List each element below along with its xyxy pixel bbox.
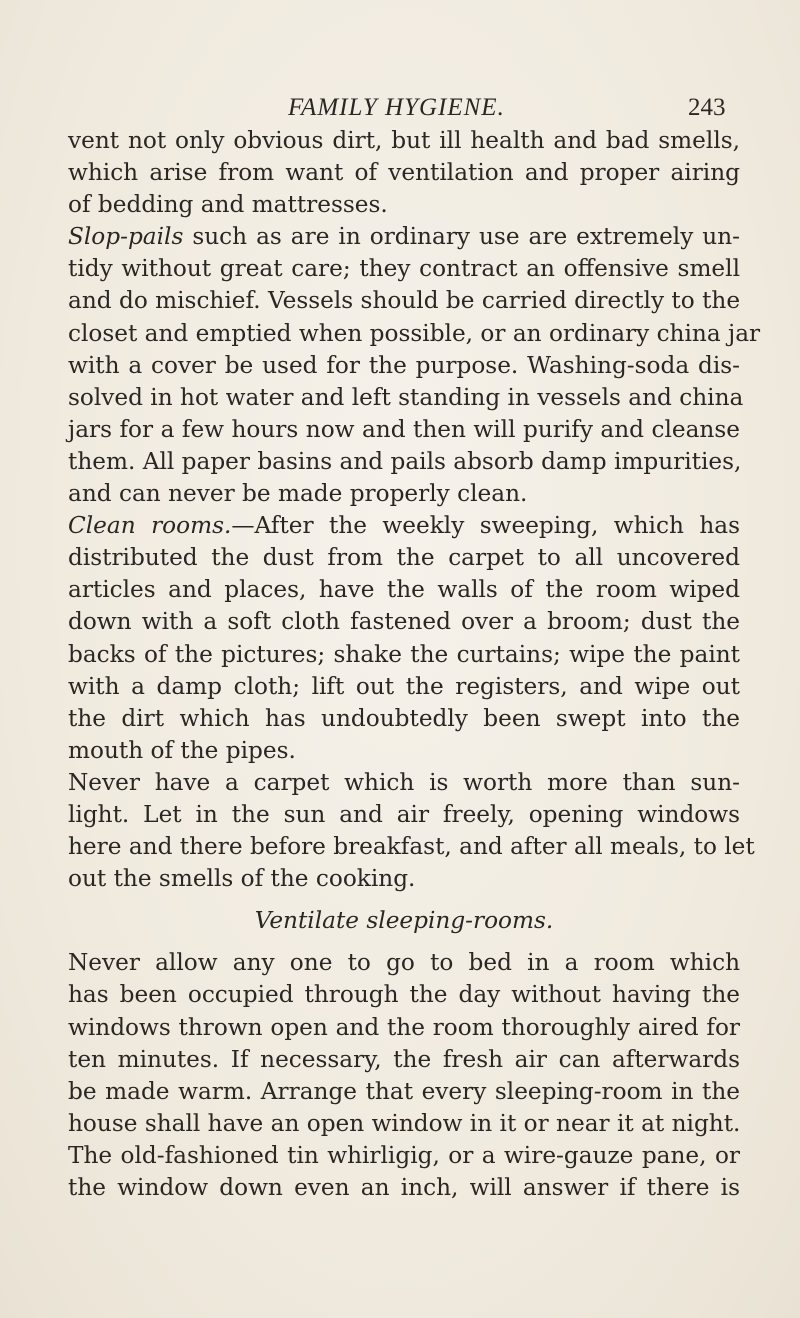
text-line: them. All paper basins and pails absorb damp impurities,	[68, 447, 742, 475]
text-line: The old-fashioned tin whirligig, or a wire-gauze pane, or	[68, 1141, 740, 1169]
text-line: distributed the dust from the carpet to all uncovered	[68, 544, 740, 572]
text-line: jars for a few hours now and then will purify and cleanse	[68, 415, 740, 443]
paragraph-lead-clean-rooms: Clean rooms.	[68, 512, 232, 540]
section-heading: Ventilate sleeping-rooms.	[254, 907, 554, 935]
running-head	[0, 94, 800, 124]
body-text	[68, 125, 761, 1204]
text-line: mouth of the pipes.	[68, 736, 296, 764]
text-line: tidy without great care; they contract an offensive smell	[68, 255, 740, 283]
text-line: of bedding and mattresses.	[68, 191, 388, 219]
running-title: FAMILY HYGIENE.	[288, 94, 505, 121]
paragraph-first-line-rest: —After the weekly sweeping, which has	[231, 512, 740, 540]
text-line: solved in hot water and left standing in vessels and china	[68, 383, 744, 411]
text-line: with a damp cloth; lift out the registers, and wipe out	[68, 672, 740, 700]
text-line: Never allow any one to go to bed in a room which	[68, 949, 740, 977]
paragraph-first-line-rest: such as are in ordinary use are extremely un-	[183, 223, 740, 251]
text-line: light. Let in the sun and air freely, opening windows	[68, 800, 740, 828]
text-line: which arise from want of ventilation and proper airing	[68, 159, 740, 187]
text-line: house shall have an open window in it or near it at night.	[68, 1109, 741, 1137]
page-number: 243	[688, 94, 726, 121]
text-line: with a cover be used for the purpose. Washing-soda dis-	[68, 351, 740, 379]
text-line: be made warm. Arrange that every sleeping-room in the	[68, 1077, 740, 1105]
paragraph-lead-slop-pails: Slop-pails	[68, 223, 184, 251]
text-line: closet and emptied when possible, or an ordinary china jar	[68, 319, 761, 347]
text-line: out the smells of the cooking.	[68, 865, 416, 893]
text-line: the window down even an inch, will answer if there is	[68, 1174, 740, 1201]
text-line: articles and places, have the walls of the room wiped	[68, 576, 740, 604]
text-line: ten minutes. If necessary, the fresh air can afterwards	[68, 1045, 740, 1073]
text-line: vent not only obvious dirt, but ill health and bad smells,	[68, 127, 740, 154]
paragraph-clean-rooms-first-line	[68, 510, 740, 542]
text-line: down with a soft cloth fastened over a broom; dust the	[68, 608, 740, 636]
text-line: and do mischief. Vessels should be carried directly to the	[68, 287, 741, 315]
text-line: and can never be made properly clean.	[68, 480, 528, 508]
text-line: here and there before breakfast, and after all meals, to let	[68, 833, 755, 861]
text-line: has been occupied through the day without having the	[68, 981, 740, 1009]
text-line: the dirt which has undoubtedly been swept into the	[68, 704, 740, 732]
text-line: windows thrown open and the room thoroughly aired for	[68, 1013, 740, 1041]
text-line: backs of the pictures; shake the curtains; wipe the paint	[68, 640, 740, 668]
text-line: Never have a carpet which is worth more than sun-	[68, 768, 740, 796]
paragraph-slop-pails-first-line	[68, 221, 740, 253]
